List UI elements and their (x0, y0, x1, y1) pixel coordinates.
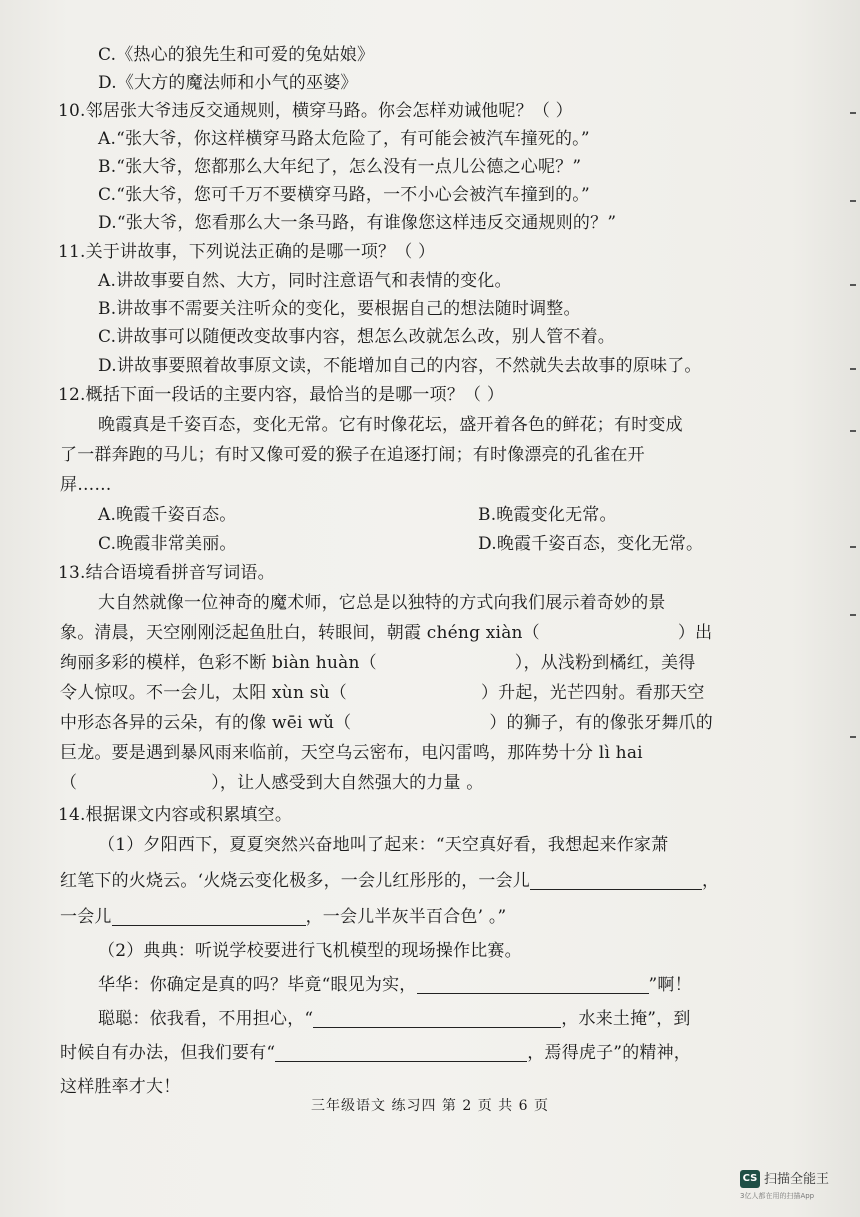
q14-fill-blank-5[interactable] (275, 1041, 527, 1062)
q14-part2-line2-tail: ”啊！ (648, 975, 692, 995)
q13-line4-text: 令人惊叹。不一会儿，太阳 xùn sù（ (60, 683, 347, 703)
q13-line3-text: 绚丽多彩的模样，色彩不断 biàn huàn（ (60, 653, 377, 673)
q14-fill-blank-1[interactable] (530, 869, 702, 890)
q11-stem: 11.关于讲故事，下列说法正确的是哪一项？（ ） (58, 242, 436, 262)
q14-part2-line1: （2）典典：听说学校要进行飞机模型的现场操作比赛。 (98, 941, 522, 961)
q10-option-b: B.“张大爷，您都那么大年纪了，怎么没有一点儿公德之心呢？” (98, 157, 582, 177)
q12-passage-line3: 屏…… (60, 475, 112, 495)
q10-option-c: C.“张大爷，您可千万不要横穿马路，一不小心会被汽车撞到的。” (98, 185, 590, 205)
scanner-tagline: 3亿人都在用的扫描App (740, 1192, 815, 1200)
q12-option-d: D.晚霞千姿百态，变化无常。 (478, 534, 704, 554)
q14-fill-blank-3[interactable] (417, 973, 649, 994)
edge-tick (850, 430, 856, 432)
q13-line1: 大自然就像一位神奇的魔术师，它总是以独特的方式向我们展示着奇妙的景 (98, 593, 666, 613)
q9-option-c: C.《热心的狼先生和可爱的兔姑娘》 (98, 45, 375, 65)
q14-part2-line2 (98, 972, 692, 998)
q10-option-d: D.“张大爷，您看那么大一条马路，有谁像您这样违反交通规则的？” (98, 213, 617, 233)
q14-part2-line2-text: 华华：你确定是真的吗？毕竟“眼见为实， (98, 975, 417, 995)
q14-fill-blank-2[interactable] (112, 905, 306, 926)
edge-tick (850, 736, 856, 738)
q14-part1-line3-text: 一会儿 (60, 907, 112, 927)
q11-option-a: A.讲故事要自然、大方，同时注意语气和表情的变化。 (98, 271, 512, 291)
q14-part2-line3-tail: ，水来土掩”，到 (561, 1009, 691, 1029)
edge-tick (850, 200, 856, 202)
q13-line5 (60, 710, 713, 736)
q11-option-b: B.讲故事不需要关注听众的变化，要根据自己的想法随时调整。 (98, 299, 581, 319)
q13-line2-tail: ）出 (677, 623, 713, 643)
cs-logo-icon: CS (740, 1170, 760, 1188)
q14-part2-line4-text: 时候自有办法，但我们要有“ (60, 1043, 276, 1063)
q13-stem: 13.结合语境看拼音写词语。 (58, 563, 275, 583)
q12-passage-line1: 晚霞真是千姿百态，变化无常。它有时像花坛，盛开着各色的鲜花；有时变成 (98, 415, 683, 435)
q12-option-a: A.晚霞千姿百态。 (98, 505, 237, 525)
q13-line3 (60, 650, 696, 676)
edge-tick (850, 546, 856, 548)
q14-part1-line1: （1）夕阳西下，夏夏突然兴奋地叫了起来：“天空真好看，我想起来作家萧 (98, 835, 669, 855)
edge-tick (850, 112, 856, 114)
q14-fill-blank-4[interactable] (313, 1007, 561, 1028)
q13-line2-text: 象。清晨，天空刚刚泛起鱼肚白，转眼间，朝霞 chéng xiàn（ (60, 623, 540, 643)
page-footer: 三年级语文 练习四 第 2 页 共 6 页 (311, 1098, 549, 1114)
q13-line2 (60, 620, 712, 646)
q10-stem: 10.邻居张大爷违反交通规则，横穿马路。你会怎样劝诫他呢？（ ） (58, 101, 573, 121)
q14-part2-line3-text: 聪聪：依我看，不用担心，“ (98, 1009, 314, 1029)
q14-part1-line2-text: 红笔下的火烧云。‘火烧云变化极多，一会儿红彤彤的，一会儿 (60, 871, 531, 891)
q13-line4 (60, 680, 705, 706)
q11-option-c: C.讲故事可以随便改变故事内容，想怎么改就怎么改，别人管不着。 (98, 327, 616, 347)
q13-line7 (60, 770, 484, 796)
q12-stem: 12.概括下面一段话的主要内容，最恰当的是哪一项？（ ） (58, 385, 505, 405)
q13-line7-tail: ），让人感受到大自然强大的力量 。 (211, 773, 484, 793)
q14-part2-line5: 这样胜率才大！ (60, 1077, 181, 1097)
q14-stem: 14.根据课文内容或积累填空。 (58, 805, 293, 825)
q9-option-d: D.《大方的魔法师和小气的巫婆》 (98, 73, 358, 93)
edge-tick (850, 284, 856, 286)
q12-option-c: C.晚霞非常美丽。 (98, 534, 237, 554)
q14-part1-line2 (60, 868, 719, 894)
scanner-app-name: 扫描全能王 (764, 1172, 830, 1187)
q13-line5-tail: ）的狮子，有的像张牙舞爪的 (489, 713, 713, 733)
q10-option-a: A.“张大爷，你这样横穿马路太危险了，有可能会被汽车撞死的。” (98, 129, 590, 149)
q12-option-b: B.晚霞变化无常。 (478, 505, 617, 525)
edge-tick (850, 614, 856, 616)
q12-passage-line2: 了一群奔跑的马儿；有时又像可爱的猴子在追逐打闹；有时像漂亮的孔雀在开 (60, 445, 645, 465)
q13-line3-tail: ），从浅粉到橘红，美得 (514, 653, 696, 673)
edge-tick (850, 368, 856, 370)
q14-part1-line3 (60, 904, 506, 930)
q14-part2-line4 (60, 1040, 691, 1066)
q14-part1-line2-tail: ， (702, 871, 720, 891)
q14-part1-line3-tail: ，一会儿半灰半百合色’ 。” (305, 907, 507, 927)
q13-line5-text: 中形态各异的云朵，有的像 wēi wǔ（ (60, 713, 352, 733)
q14-part2-line4-tail: ，焉得虎子”的精神， (527, 1043, 691, 1063)
q14-part2-line3 (98, 1006, 691, 1032)
scanner-watermark (740, 1168, 850, 1208)
q13-line7-open: （ (60, 773, 78, 793)
q13-line4-tail: ）升起，光芒四射。看那天空 (480, 683, 705, 703)
q11-option-d: D.讲故事要照着故事原文读，不能增加自己的内容，不然就失去故事的原味了。 (98, 356, 702, 376)
q13-line6: 巨龙。要是遇到暴风雨来临前，天空乌云密布，电闪雷鸣，那阵势十分 lì hai (60, 743, 643, 763)
